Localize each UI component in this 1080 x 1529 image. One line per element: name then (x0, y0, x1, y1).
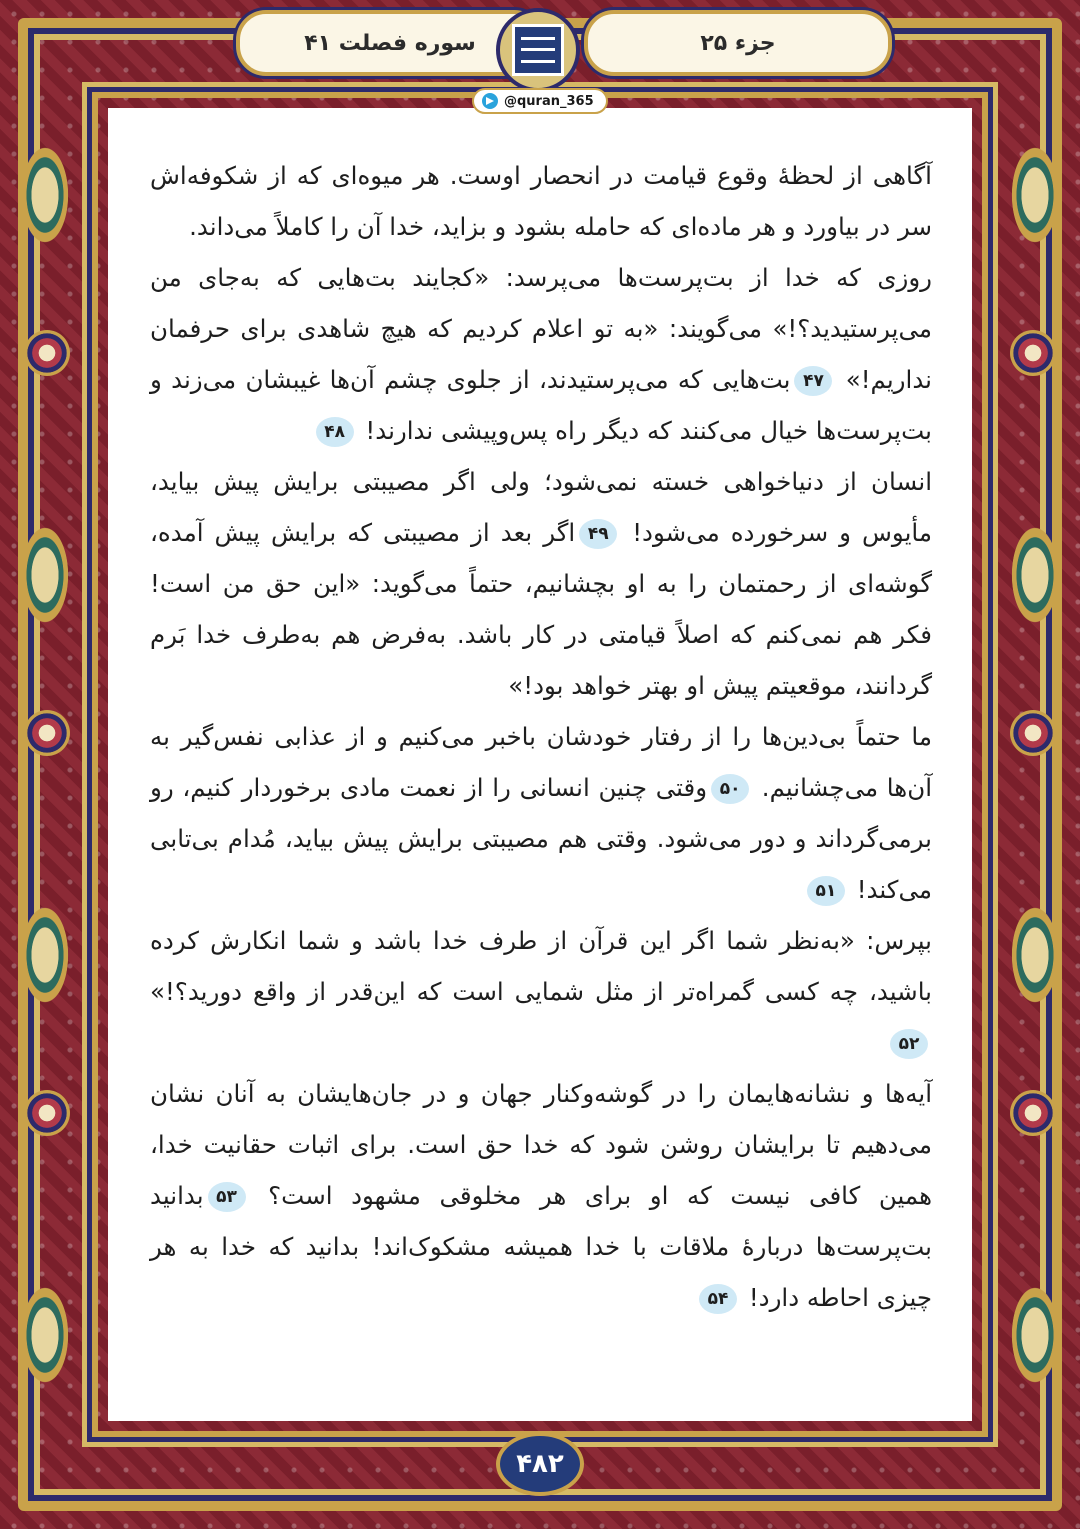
juz-label: جزء ۲۵ (584, 10, 892, 76)
border-rosette (24, 330, 70, 376)
translation-text (150, 150, 932, 1323)
border-medallion (1008, 520, 1062, 630)
verse-text: اگر بعد از مصیبتی که برایش پیش آمده، گوشه‌ای از رحمتمان را به او بچشانیم، حتماً می‌گوید: «این حق من است! فکر هم نمی‌کنم که اصلاً قیامتی در کار باشد. به‌فرض هم به‌طرف خدا بَرم گردانند، موقعیتم پیش او بهتر خواهد بود!» (150, 518, 932, 700)
channel-handle-badge[interactable] (472, 88, 608, 114)
verse-text: روزی که خدا از بت‌پرست‌ها می‌پرسد: «کجایند بت‌هایی که به‌جای من می‌پرستیدید؟!» می‌گویند: «به تو اعلام کردیم که هیچ شاهدی برای حرفمان نداریم!» (150, 263, 932, 394)
verse-text: انسان از دنیاخواهی خسته نمی‌شود؛ ولی اگر مصیبتی برایش پیش بیاید، مأیوس و سرخورده می‌شود! (150, 467, 932, 547)
telegram-icon (482, 93, 498, 109)
verse-number-badge: ۵۰ (711, 774, 749, 804)
verse-number-badge: ۵۴ (699, 1284, 737, 1314)
border-medallion (1008, 1280, 1062, 1390)
verse-text: بدانید بت‌پرست‌ها دربارهٔ ملاقات با خدا همیشه مشکوک‌اند! بدانید که خدا به هر چیزی احاطه دارد! (150, 1181, 932, 1312)
verse-text: بت‌هایی که می‌پرستیدند، از جلوی چشم آن‌ها غیبشان می‌زند و بت‌پرست‌ها خیال می‌کنند که دیگر راه پس‌وپیشی ندارند! (150, 365, 932, 445)
paragraph (150, 1068, 932, 1323)
border-rosette (1010, 1090, 1056, 1136)
border-medallion (18, 900, 72, 1010)
verse-number-badge: ۵۱ (807, 876, 845, 906)
verse-number-badge: ۵۲ (890, 1029, 928, 1059)
verse-number-badge: ۴۹ (579, 519, 617, 549)
border-medallion (1008, 140, 1062, 250)
verse-number-badge: ۵۳ (208, 1182, 246, 1212)
border-rosette (24, 710, 70, 756)
verse-number-badge: ۴۸ (316, 417, 354, 447)
paragraph (150, 456, 932, 711)
emblem-calligraphy (512, 24, 564, 76)
border-medallion (18, 140, 72, 250)
border-medallion (18, 1280, 72, 1390)
paragraph (150, 252, 932, 456)
page-number: ۴۸۲ (496, 1432, 584, 1496)
verse-text: وقتی چنین انسانی را از نعمت مادی برخوردار کنیم، رو برمی‌گرداند و دور می‌شود. وقتی هم مصیبتی برایش پیش بیاید، مُدام بی‌تابی می‌کند! (150, 773, 932, 904)
border-rosette (1010, 330, 1056, 376)
border-medallion (1008, 900, 1062, 1010)
verse-number-badge: ۴۷ (794, 366, 832, 396)
quran-emblem-icon (496, 8, 580, 92)
border-rosette (24, 1090, 70, 1136)
paragraph (150, 150, 932, 252)
paragraph (150, 711, 932, 915)
border-rosette (1010, 710, 1056, 756)
verse-text: بپرس: «به‌نظر شما اگر این قرآن از طرف خدا باشد و شما انکارش کرده باشید، چه کسی گمراه‌تر از مثل شمایی است که این‌قدر از واقع دورید؟!» (150, 926, 932, 1006)
surah-label: سوره فصلت ۴۱ (236, 10, 544, 76)
verse-text: آگاهی از لحظهٔ وقوع قیامت در انحصار اوست. هر میوه‌ای که از شکوفه‌اش سر در بیاورد و هر ماده‌ای که حامله بشود و بزاید، خدا آن را کاملاً می‌داند. (150, 161, 932, 241)
paragraph (150, 915, 932, 1068)
verse-text: ما حتماً بی‌دین‌ها را از رفتار خودشان باخبر می‌کنیم و از عذابی نفس‌گیر به آن‌ها می‌چشانیم. (150, 722, 932, 802)
channel-handle: @quran_365 (504, 93, 594, 109)
border-medallion (18, 520, 72, 630)
verse-text: آیه‌ها و نشانه‌هایمان را در گوشه‌وکنار جهان و در جان‌هایشان به آنان نشان می‌دهیم تا برایشان روشن شود که خدا حق است. برای اثبات حقانیت خدا، همین کافی نیست که او برای هر مخلوقی مشهود است؟ (150, 1079, 932, 1210)
